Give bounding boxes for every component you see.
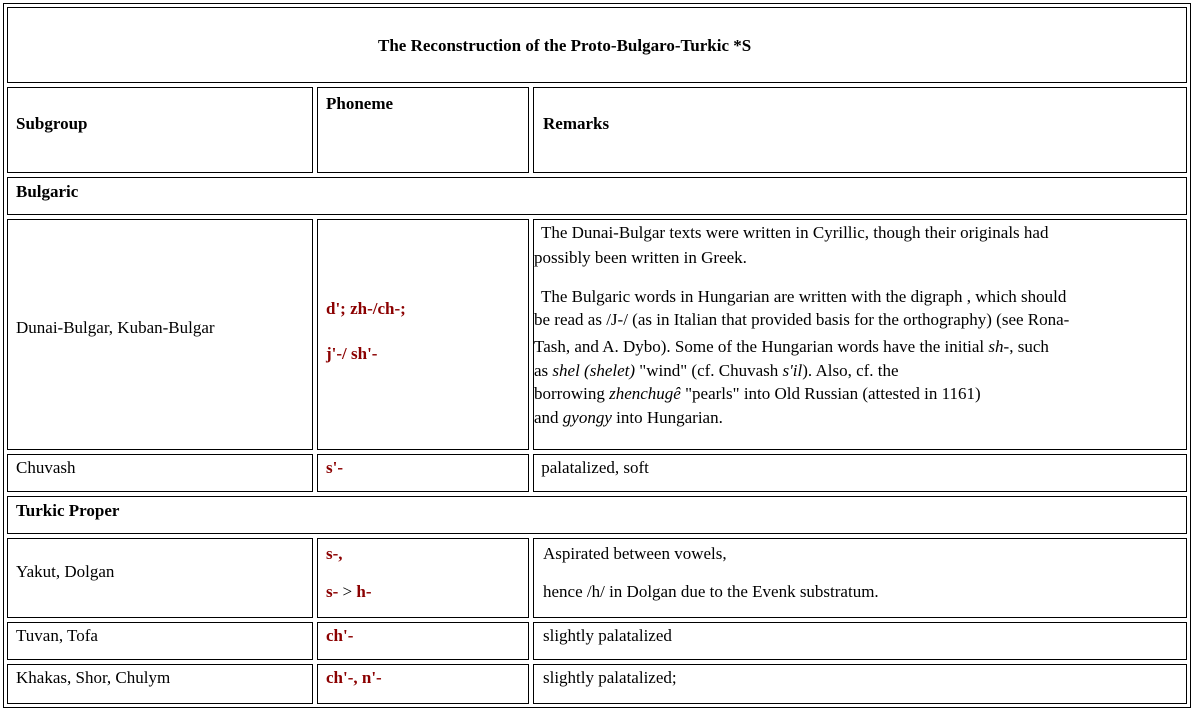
dunai-remark-2-line-1: The Bulgaric words in Hungarian are written with the digraph , which should xyxy=(537,287,1067,306)
header-remarks: Remarks xyxy=(543,114,610,133)
chuvash-phoneme: s'- xyxy=(326,458,343,477)
dunai-r2-l3-italic: sh- xyxy=(988,337,1010,356)
dunai-remark-2-line-2: be read as /J-/ (as in Italian that provided basis for the orthography) (see Rona- xyxy=(534,310,1070,329)
yakut-subgroup: Yakut, Dolgan xyxy=(16,562,115,581)
dunai-r2-l4-italic-2: s'il xyxy=(782,361,803,380)
yakut-phoneme-2 xyxy=(326,581,372,603)
khakas-subgroup: Khakas, Shor, Chulym xyxy=(16,668,171,687)
row-yakut-subgroup xyxy=(7,538,313,618)
dunai-remark-2-line-4 xyxy=(534,360,899,382)
yakut-phoneme-1: s-, xyxy=(326,544,343,563)
row-chuvash-phoneme xyxy=(317,454,529,492)
header-phoneme-cell xyxy=(317,87,529,173)
dunai-r2-l3-text: Tash, and A. Dybo). Some of the Hungarian words have the initial xyxy=(534,337,989,356)
tuvan-remarks: slightly palatalized xyxy=(543,626,672,645)
dunai-r2-l5-a: borrowing xyxy=(534,384,610,403)
tuvan-phoneme: ch'- xyxy=(326,626,354,645)
row-dunai-subgroup xyxy=(7,219,313,450)
yakut-remarks-2: hence /h/ in Dolgan due to the Evenk substratum. xyxy=(543,582,879,601)
yakut-phoneme-2c: h- xyxy=(356,582,372,601)
dunai-phoneme-2: j'-/ sh'- xyxy=(326,344,378,363)
dunai-phoneme-1: d'; zh-/ch-; xyxy=(326,299,406,318)
dunai-r2-l6-italic: gyongy xyxy=(562,408,612,427)
dunai-r2-l4-c: ). Also, cf. the xyxy=(802,361,899,380)
section-turkic-proper: Turkic Proper xyxy=(16,501,120,520)
yakut-remarks-1: Aspirated between vowels, xyxy=(543,544,727,563)
row-khakas-remarks xyxy=(533,664,1187,704)
dunai-remark-2-line-3 xyxy=(534,336,1049,358)
dunai-r2-l6-a: and xyxy=(534,408,563,427)
header-subgroup: Subgroup xyxy=(16,114,88,133)
dunai-remark-2-line-5 xyxy=(534,383,981,405)
dunai-r2-l4-italic-1: shel (shelet) xyxy=(552,361,636,380)
row-yakut-phoneme xyxy=(317,538,529,618)
khakas-remarks: slightly palatalized; xyxy=(543,668,677,687)
tuvan-subgroup: Tuvan, Tofa xyxy=(16,626,98,645)
row-tuvan-remarks xyxy=(533,622,1187,660)
khakas-phoneme: ch'-, n'- xyxy=(326,668,382,687)
dunai-r2-l3-end: , such xyxy=(1009,337,1049,356)
dunai-r2-l6-b: into Hungarian. xyxy=(611,408,723,427)
yakut-phoneme-arrow: > xyxy=(338,582,357,601)
table-title: The Reconstruction of the Proto-Bulgaro-Turkic *S xyxy=(378,36,752,55)
yakut-phoneme-2a: s- xyxy=(326,582,339,601)
row-tuvan-subgroup xyxy=(7,622,313,660)
section-bulgaric-cell xyxy=(7,177,1187,215)
title-cell xyxy=(7,7,1187,83)
section-bulgaric: Bulgaric xyxy=(16,182,79,201)
dunai-remark-2-line-6 xyxy=(534,407,723,429)
row-dunai-phoneme xyxy=(317,219,529,450)
dunai-subgroup: Dunai-Bulgar, Kuban-Bulgar xyxy=(16,318,215,337)
header-phoneme: Phoneme xyxy=(326,94,394,113)
header-remarks-cell xyxy=(533,87,1187,173)
dunai-r2-l4-b: "wind" (cf. Chuvash xyxy=(635,361,783,380)
row-yakut-remarks xyxy=(533,538,1187,618)
dunai-remark-1-line-2: possibly been written in Greek. xyxy=(534,248,747,267)
dunai-r2-l4-a: as xyxy=(534,361,553,380)
row-khakas-phoneme xyxy=(317,664,529,704)
row-chuvash-subgroup xyxy=(7,454,313,492)
chuvash-subgroup: Chuvash xyxy=(16,458,76,477)
dunai-r2-l5-italic: zhenchugê xyxy=(609,384,681,403)
dunai-r2-l5-b: "pearls" into Old Russian (attested in 1161) xyxy=(680,384,981,403)
row-chuvash-remarks xyxy=(533,454,1187,492)
chuvash-remarks: palatalized, soft xyxy=(537,458,649,477)
header-subgroup-cell xyxy=(7,87,313,173)
dunai-remark-1-line-1: The Dunai-Bulgar texts were written in Cyrillic, though their originals had xyxy=(537,223,1049,242)
row-khakas-subgroup xyxy=(7,664,313,704)
row-dunai-remarks xyxy=(533,219,1187,450)
row-tuvan-phoneme xyxy=(317,622,529,660)
section-turkic-cell xyxy=(7,496,1187,534)
